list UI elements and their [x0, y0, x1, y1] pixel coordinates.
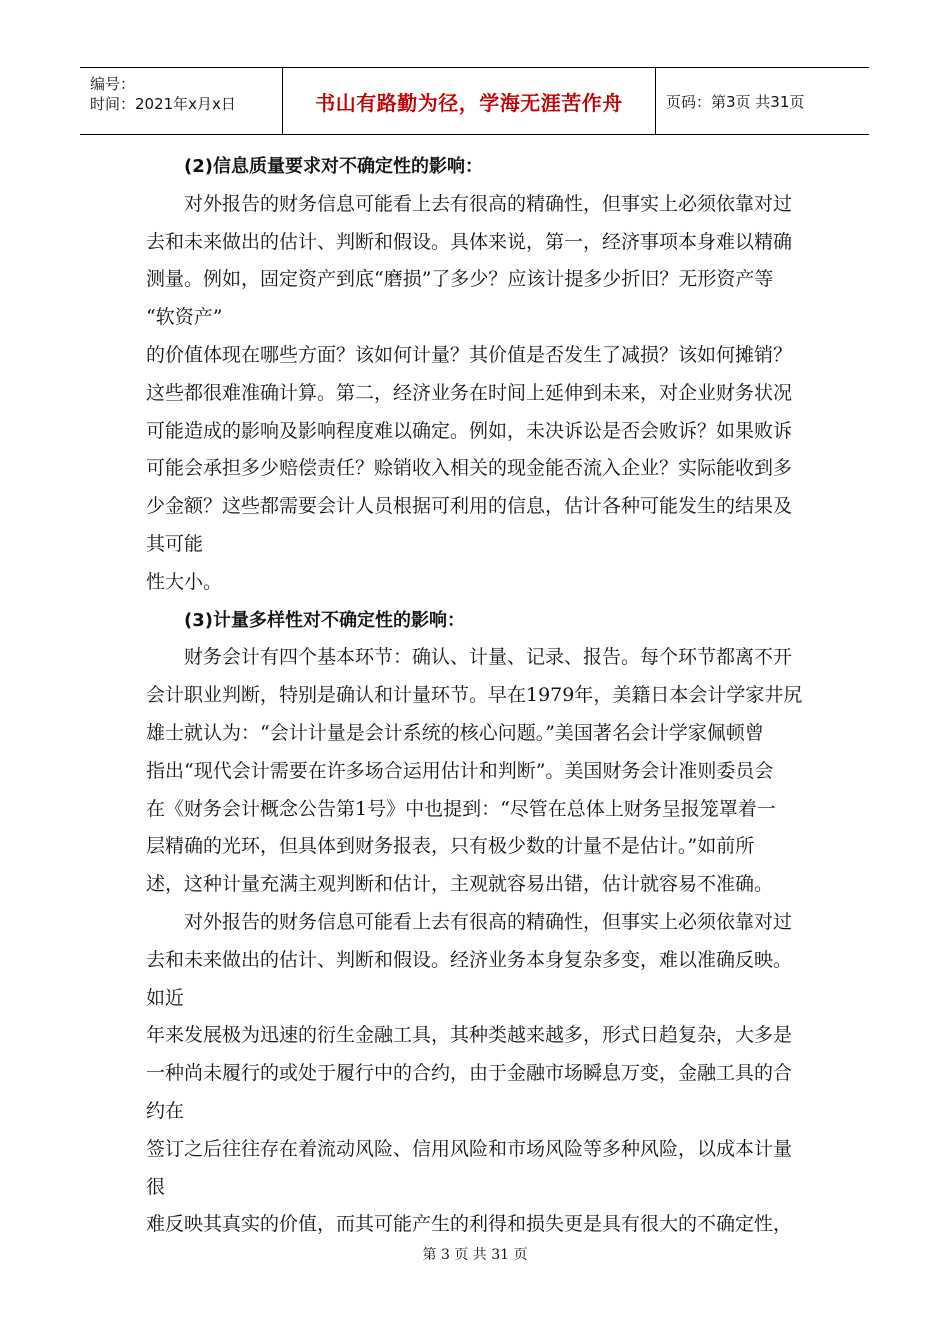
paragraph-line: 对外报告的财务信息可能看上去有很高的精确性，但事实上必须依靠对过 — [184, 192, 793, 215]
header-motto: 书山有路勤为径，学海无涯苦作舟 — [315, 90, 623, 115]
header-motto-cell — [283, 68, 656, 134]
header-page-cell — [656, 68, 869, 134]
paragraph-line: 测量。例如，固定资产到底“磨损”了多少？应该计提多少折旧？无形资产等 — [146, 268, 774, 291]
paragraph-line: 签订之后往往存在着流动风险、信用风险和市场风险等多种风险，以成本计量 — [146, 1137, 793, 1160]
paragraph-line: 层精确的光环，但具体到财务报表，只有极少数的计量不是估计。”如前所 — [146, 835, 755, 858]
paragraph-line: 财务会计有四个基本环节：确认、计量、记录、报告。每个环节都离不开 — [184, 646, 793, 669]
paragraph-line: 一种尚未履行的或处于履行中的合约，由于金融市场瞬息万变，金融工具的合 — [146, 1062, 793, 1085]
page-footer: 第 3 页 共 31 页 — [422, 1247, 528, 1263]
paragraph-line: 去和未来做出的估计、判断和假设。经济业务本身复杂多变，难以准确反映。 — [146, 948, 793, 971]
paragraph-line: 性大小。 — [146, 570, 223, 593]
paragraph-line: 如近 — [146, 986, 185, 1009]
paragraph-line: 指出“现代会计需要在许多场合运用估计和判断”。美国财务会计准则委员会 — [146, 759, 774, 782]
document-body — [146, 148, 806, 1244]
paragraph-line: 年来发展极为迅速的衍生金融工具，其种类越来越多，形式日趋复杂，大多是 — [146, 1024, 793, 1047]
header-table — [80, 67, 869, 135]
paragraph-line: 这些都很难准确计算。第二，经济业务在时间上延伸到未来，对企业财务状况 — [146, 381, 793, 404]
paragraph-line: 对外报告的财务信息可能看上去有很高的精确性，但事实上必须依靠对过 — [184, 910, 793, 933]
header-meta-cell — [80, 68, 283, 134]
paragraph-line: 可能会承担多少赔偿责任？赊销收入相关的现金能否流入企业？实际能收到多 — [146, 457, 793, 480]
paragraph-line: 述，这种计量充满主观判断和估计，主观就容易出错，估计就容易不准确。 — [146, 873, 774, 896]
doc-id-label: 编号： — [90, 75, 136, 93]
paragraph-line: 可能造成的影响及影响程度难以确定。例如，未决诉讼是否会败诉？如果败诉 — [146, 419, 793, 442]
paragraph-line: 去和未来做出的估计、判断和假设。具体来说，第一，经济事项本身难以精确 — [146, 230, 793, 253]
paragraph-line: 很 — [146, 1175, 166, 1198]
paragraph-line: 少金额？这些都需要会计人员根据可利用的信息，估计各种可能发生的结果及 — [146, 495, 793, 518]
paragraph-line: 雄士就认为：“会计计量是会计系统的核心问题。”美国著名会计学家佩顿曾 — [146, 721, 764, 744]
doc-time-label: 时间：2021年x月x日 — [90, 95, 236, 113]
section-heading-3: (3)计量多样性对不确定性的影响： — [184, 609, 465, 631]
paragraph-line: 的价值体现在哪些方面？该如何计量？其价值是否发生了减损？该如何摊销？ — [146, 343, 793, 366]
paragraph-line: “软资产” — [146, 306, 223, 329]
paragraph-line: 难反映其真实的价值，而其可能产生的利得和损失更是具有很大的不确定性， — [146, 1213, 793, 1236]
header-page-info: 页码：第3页 共31页 — [666, 92, 805, 111]
paragraph-line: 约在 — [146, 1099, 185, 1122]
paragraph-line: 会计职业判断，特别是确认和计量环节。早在1979年，美籍日本会计学家井尻 — [146, 684, 803, 707]
paragraph-line: 其可能 — [146, 532, 204, 555]
paragraph-line: 在《财务会计概念公告第1号》中也提到：“尽管在总体上财务呈报笼罩着一 — [146, 797, 776, 820]
section-heading-2: (2)信息质量要求对不确定性的影响： — [184, 156, 483, 177]
